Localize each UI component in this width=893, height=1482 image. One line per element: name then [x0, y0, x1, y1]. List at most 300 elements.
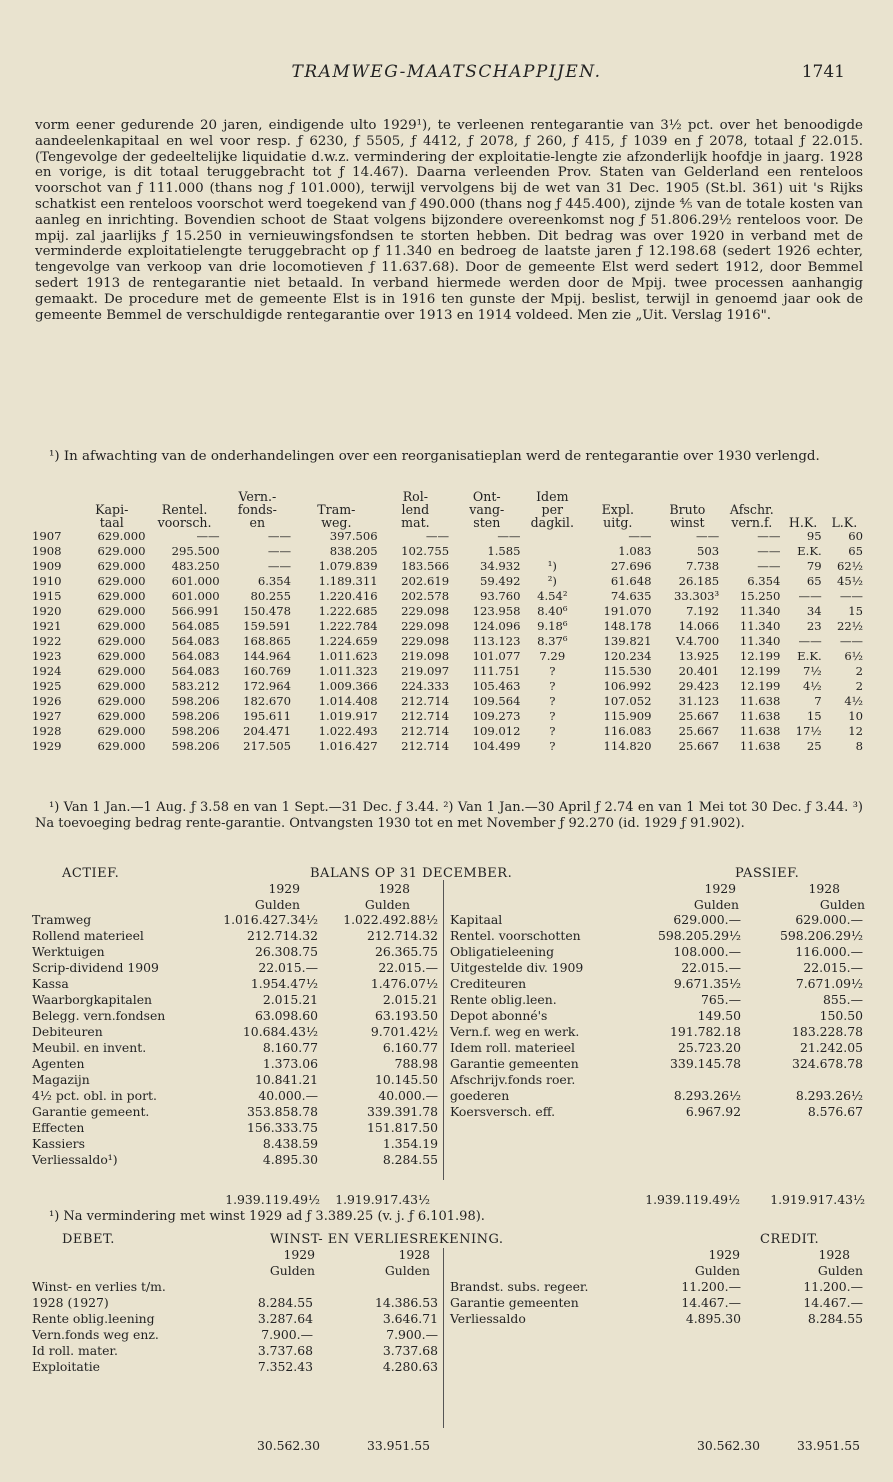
table-cell: 80.255	[250, 589, 292, 603]
table-cell: 212.714	[401, 709, 450, 723]
row-amount: 598.206.29½	[780, 928, 863, 943]
table-row	[30, 1024, 440, 1040]
row-amount	[648, 1072, 743, 1088]
table-cell: 1.083	[618, 544, 652, 558]
row-label: Tramweg	[32, 912, 92, 927]
running-title: TRAMWEG-MAATSCHAPPIJEN.	[291, 62, 602, 82]
winst-debet-table	[30, 1279, 440, 1375]
row-label: Debiteuren	[32, 1024, 103, 1039]
table-cell: 629.000	[97, 664, 146, 678]
table-cell: 148.178	[603, 619, 652, 633]
table-cell: 629.000	[97, 709, 146, 723]
row-amount: 855.—	[823, 992, 863, 1007]
table-cell: 1.019.917	[318, 709, 378, 723]
row-label: Rollend materieel	[32, 928, 144, 943]
table-cell: 34.932	[479, 559, 521, 573]
table-row	[30, 912, 440, 928]
row-label: Afschrijv.fonds roer.	[450, 1072, 576, 1087]
table-cell: 123.958	[472, 604, 521, 618]
balance-right-title: PASSIEF.	[735, 866, 800, 881]
row-label: Brandst. subs. regeer.	[450, 1279, 589, 1294]
row-amount: 8.284.55	[382, 1152, 438, 1167]
row-label: Garantie gemeent.	[32, 1104, 150, 1119]
table-row	[448, 960, 865, 976]
table-row	[448, 1056, 865, 1072]
table-cell: 598.206	[171, 724, 220, 738]
balance-passief-year-a: 1929	[704, 881, 736, 896]
table-cell: 12	[848, 724, 863, 738]
balance-passief-unit-b: Gulden	[819, 897, 865, 912]
table-cell: 601.000	[171, 589, 220, 603]
row-amount: 150.50	[819, 1008, 863, 1023]
row-label: Effecten	[32, 1120, 85, 1135]
table-cell: 113.123	[472, 634, 521, 648]
table-row	[30, 976, 440, 992]
table-cell: 11.340	[739, 634, 781, 648]
row-amount: 7.900.—	[386, 1327, 438, 1342]
table-row	[30, 664, 865, 679]
table-cell: ¹)	[547, 559, 557, 573]
table-cell: 61.648	[610, 574, 652, 588]
table-row	[30, 960, 440, 976]
table-cell: 109.012	[472, 724, 521, 738]
stat-header-cell: Rol- lend mat.	[401, 489, 430, 530]
row-amount: 7.900.—	[261, 1327, 313, 1342]
table-cell: 7.29	[539, 649, 566, 663]
row-label: Vern.f. weg en werk.	[450, 1024, 580, 1039]
row-amount: 3.737.68	[382, 1343, 438, 1358]
stat-header-cell: Afschr. vern.f.	[729, 502, 774, 530]
row-amount: 108.000.—	[673, 944, 741, 959]
stat-header-cell: H.K.	[788, 515, 818, 530]
row-year: 1925	[32, 679, 62, 693]
stat-header-cell: L.K.	[831, 515, 858, 530]
table-row	[30, 1327, 440, 1343]
row-amount: 14.467.—	[803, 1295, 863, 1310]
table-cell: 1.222.685	[318, 604, 378, 618]
balance-actief-year-b: 1928	[378, 881, 410, 896]
winst-credit-unit-b: Gulden	[817, 1263, 863, 1278]
table-cell: ——	[267, 529, 292, 543]
row-amount: 156.333.75	[247, 1120, 318, 1135]
table-cell: 1.014.408	[318, 694, 378, 708]
table-cell: 195.611	[243, 709, 292, 723]
table-cell: 583.212	[171, 679, 220, 693]
row-label: Depot abonné's	[450, 1008, 548, 1023]
balance-actief-total-b: 1.919.917.43½	[335, 1192, 430, 1207]
row-label: Waarborgkapitalen	[32, 992, 153, 1007]
row-year: 1921	[32, 619, 62, 633]
table-row	[30, 1136, 440, 1152]
stat-header-cell: Kapi- taal	[95, 502, 129, 530]
stat-header-cell: Vern.- fonds- en	[237, 489, 277, 530]
table-cell: ?	[549, 664, 556, 678]
row-amount: 63.098.60	[254, 1008, 318, 1023]
table-cell: 629.000	[97, 589, 146, 603]
winst-divider	[443, 1248, 444, 1428]
table-cell: 25.667	[678, 709, 720, 723]
table-cell: 95	[806, 529, 822, 543]
table-cell: 629.000	[97, 559, 146, 573]
table-cell: 59.492	[479, 574, 521, 588]
table-row	[30, 1056, 440, 1072]
row-amount: 353.858.78	[247, 1104, 318, 1119]
table-row	[448, 992, 865, 1008]
row-amount: 40.000.—	[258, 1088, 318, 1103]
table-cell	[523, 544, 583, 559]
table-cell: ²)	[547, 574, 557, 588]
table-row	[30, 694, 865, 709]
table-cell: 483.250	[171, 559, 220, 573]
table-cell: 124.096	[472, 619, 521, 633]
row-label: 1928 (1927)	[32, 1295, 109, 1310]
table-cell: 144.964	[243, 649, 292, 663]
balance-passief-table	[448, 912, 865, 1120]
table-cell: 629.000	[97, 634, 146, 648]
row-amount: 629.000.—	[673, 912, 741, 927]
table-cell: E.K.	[797, 649, 822, 663]
balance-actief-unit-a: Gulden	[254, 897, 300, 912]
table-cell: 12.199	[739, 664, 781, 678]
winst-left-title: DEBET.	[62, 1232, 115, 1247]
table-row	[30, 1152, 440, 1168]
row-amount: 22.015.—	[681, 960, 741, 975]
row-year: 1907	[32, 529, 62, 543]
balance-actief-unit-b: Gulden	[364, 897, 410, 912]
table-cell: ——	[425, 529, 450, 543]
table-cell: 34	[806, 604, 822, 618]
table-cell: 564.083	[171, 634, 220, 648]
table-row	[448, 1024, 865, 1040]
row-amount: 22.015.—	[258, 960, 318, 975]
row-label: Idem roll. materieel	[450, 1040, 575, 1055]
table-cell: 229.098	[401, 604, 450, 618]
table-cell: 4.54²	[537, 589, 568, 603]
table-cell: 109.564	[472, 694, 521, 708]
table-cell: ——	[628, 529, 652, 543]
table-cell: 11.340	[739, 619, 781, 633]
table-cell: 629.000	[97, 544, 146, 558]
table-row	[30, 619, 865, 634]
table-cell: 838.205	[329, 544, 378, 558]
statistics-header-row	[30, 490, 865, 529]
table-cell: 93.760	[479, 589, 521, 603]
row-label: Id roll. mater.	[32, 1343, 118, 1358]
table-cell: ——	[757, 529, 781, 543]
row-amount: 22.015.—	[378, 960, 438, 975]
table-row	[448, 928, 865, 944]
row-amount: 1.954.47½	[250, 976, 318, 991]
stat-header-cell: Bruto winst	[669, 502, 706, 530]
table-cell: 10	[848, 709, 863, 723]
row-label: Vern.fonds weg enz.	[32, 1327, 159, 1342]
row-amount: 2.015.21	[262, 992, 318, 1007]
table-cell: 79	[806, 559, 822, 573]
table-cell: ——	[839, 589, 863, 603]
table-cell: 6.354	[747, 574, 781, 588]
winst-debet-year-a: 1929	[283, 1247, 315, 1262]
row-amount: 339.391.78	[367, 1104, 438, 1119]
row-label: Garantie gemeenten	[450, 1056, 579, 1071]
table-row	[30, 589, 865, 604]
intro-paragraph: vorm eener gedurende 20 jaren, eindigende ulto 1929¹), te verleenen rentegarantie van 3½ pct. over het benoodigde aandeelenkapitaal en wel voor resp. ƒ 6230, ƒ 5505, ƒ 4412, ƒ 2078, ƒ 260, ƒ 415, ƒ 1039 en ƒ 2078, totaal ƒ 22.015. (Tengevolge der gedeeltelijke liquidatie d.w.z. vermindering der exploitatie-lengte zie afzonderlijk hoofdje in jaarg. 1928 en vorige, is dit totaal teruggebracht tot ƒ 14.467). Daarna verleenden Prov. Staten van Gelderland een renteloos voorschot van ƒ 111.000 (thans nog ƒ 101.000), terwijl vervolgens bij de wet van 31 Dec. 1905 (St.bl. 361) uit 's Rijks schatkist een renteloos voorschot werd toegekend van ƒ 490.000 (thans nog ƒ 445.400), zijnde ⅘ van de totale kosten van aanleg en inrichting. Bovendien schoot de Staat volgens bijzondere overeenkomst nog ƒ 51.806.29½ renteloos voor. De mpij. zal jaarlijks ƒ 15.250 in vernieuwingsfondsen te storten hebben. Dit bedrag was over 1920 in verband met de verminderde exploitatielengte teruggebracht op ƒ 11.340 en bedroeg de laatste jaren ƒ 12.198.68 (sedert 1926 echter, tengevolge van verkoop van drie locomotieven ƒ 11.637.68). Door de gemeente Elst werd sedert 1912, door Bemmel sedert 1913 de rentegarantie niet betaald. In verband hiermede werden door de Mpij. twee processen aanhangig gemaakt. De procedure met de gemeente Elst is in 1916 ten gunste der Mpij. beslist, terwijl in genoemd jaar ook de gemeente Bemmel de verschuldigde rentegarantie over 1913 en 1914 voldeed. Men zie „Uit. Verslag 1916".	[35, 118, 863, 323]
table-cell: 629.000	[97, 529, 146, 543]
row-amount: 8.293.26½	[795, 1088, 863, 1103]
row-year: 1909	[32, 559, 62, 573]
row-label: Obligatieleening	[450, 944, 555, 959]
winst-credit-table	[448, 1279, 865, 1327]
row-amount: 1.022.492.88½	[343, 912, 438, 927]
row-amount: 151.817.50	[367, 1120, 438, 1135]
table-cell: 598.206	[171, 739, 220, 753]
row-amount: 9.701.42½	[370, 1024, 438, 1039]
table-cell: 172.964	[243, 679, 292, 693]
row-amount: 8.576.67	[807, 1104, 863, 1119]
table-cell: 212.714	[401, 694, 450, 708]
table-cell: 2	[855, 679, 863, 693]
table-row	[448, 1072, 865, 1088]
table-cell: 31.123	[678, 694, 720, 708]
table-cell: 101.077	[472, 649, 521, 663]
table-cell: 8.37⁶	[537, 634, 568, 648]
table-cell: 13.925	[678, 649, 720, 663]
table-row	[30, 1008, 440, 1024]
row-amount	[743, 1072, 865, 1088]
row-label: Werktuigen	[32, 944, 105, 959]
table-cell: ——	[798, 589, 822, 603]
table-row	[30, 649, 865, 664]
row-amount: 4.280.63	[382, 1359, 438, 1374]
table-cell: 217.505	[243, 739, 292, 753]
table-cell: 7	[814, 694, 822, 708]
table-cell: 11.638	[739, 724, 781, 738]
statistics-footnote: ¹) Van 1 Jan.—1 Aug. ƒ 3.58 en van 1 Sept.—31 Dec. ƒ 3.44. ²) Van 1 Jan.—30 April ƒ 2.74 en van 1 Mei tot 30 Dec. ƒ 3.44. ³) Na toevoeging bedrag rente-garantie. Ontvangsten 1930 tot en met November ƒ 92.270 (id. 1929 ƒ 91.902).	[35, 800, 863, 831]
table-row	[30, 928, 440, 944]
table-cell: 8	[855, 739, 863, 753]
table-cell: 598.206	[171, 694, 220, 708]
row-amount: 8.284.55	[257, 1295, 313, 1310]
table-row	[30, 1104, 440, 1120]
table-cell: 27.696	[610, 559, 652, 573]
table-cell: 114.820	[603, 739, 652, 753]
table-row	[448, 912, 865, 928]
row-amount: 183.228.78	[792, 1024, 863, 1039]
table-cell: 202.578	[401, 589, 450, 603]
statistics-table	[30, 490, 865, 754]
table-cell: 45½	[837, 574, 863, 588]
row-amount: 63.193.50	[374, 1008, 438, 1023]
row-label: Magazijn	[32, 1072, 90, 1087]
table-cell: 74.635	[610, 589, 652, 603]
table-cell: 629.000	[97, 739, 146, 753]
table-cell: 12.199	[739, 649, 781, 663]
table-cell: 1.189.311	[318, 574, 378, 588]
table-cell: 7.192	[685, 604, 720, 618]
table-cell: 4½	[803, 679, 822, 693]
table-row	[30, 1295, 440, 1311]
table-cell: 33.303³	[673, 589, 720, 603]
row-amount: 8.438.59	[262, 1136, 318, 1151]
table-cell: 20.401	[678, 664, 720, 678]
table-cell: 116.083	[603, 724, 652, 738]
stat-header-cell: Idem per dagkil.	[530, 489, 574, 530]
table-row	[448, 1295, 865, 1311]
table-cell: 397.506	[329, 529, 378, 543]
table-cell: 11.638	[739, 694, 781, 708]
row-amount: 324.678.78	[792, 1056, 863, 1071]
balance-actief-table	[30, 912, 440, 1168]
table-row	[30, 992, 440, 1008]
table-row	[30, 1088, 440, 1104]
table-cell: 150.478	[243, 604, 292, 618]
table-row	[30, 1120, 440, 1136]
table-cell: 629.000	[97, 649, 146, 663]
row-amount: 765.—	[701, 992, 741, 1007]
row-amount: 212.714.32	[367, 928, 438, 943]
row-label: Verliessaldo	[450, 1311, 526, 1326]
row-amount: 6.160.77	[382, 1040, 438, 1055]
table-cell: 15	[806, 709, 822, 723]
row-amount: 10.684.43½	[242, 1024, 318, 1039]
table-cell: ——	[839, 634, 863, 648]
balance-actief-total-a: 1.939.119.49½	[225, 1192, 320, 1207]
table-cell: 11.638	[739, 739, 781, 753]
table-cell: 22½	[837, 619, 863, 633]
table-row	[448, 1279, 865, 1295]
row-amount: 11.200.—	[803, 1279, 863, 1294]
table-cell: 6.354	[257, 574, 292, 588]
table-row	[448, 1311, 865, 1327]
table-cell: ——	[798, 634, 822, 648]
table-row	[30, 559, 865, 574]
row-amount: 4.895.30	[685, 1311, 741, 1326]
winst-debet-year-b: 1928	[398, 1247, 430, 1262]
row-label: Verliessaldo¹)	[32, 1152, 118, 1167]
row-label: Kassiers	[32, 1136, 85, 1151]
table-cell: 564.083	[171, 664, 220, 678]
row-amount: 21.242.05	[799, 1040, 863, 1055]
table-cell: 564.085	[171, 619, 220, 633]
table-cell: 183.566	[401, 559, 450, 573]
table-cell: 115.530	[603, 664, 652, 678]
table-cell: 1.022.493	[318, 724, 378, 738]
row-amount: 10.145.50	[374, 1072, 438, 1087]
table-cell: 229.098	[401, 634, 450, 648]
balance-passief-total-b: 1.919.917.43½	[770, 1192, 865, 1207]
row-year: 1920	[32, 604, 62, 618]
table-row	[30, 739, 865, 754]
table-cell: 25	[806, 739, 822, 753]
table-cell: 629.000	[97, 724, 146, 738]
footnote-rentegarantie: ¹) In afwachting van de onderhandelingen over een reorganisatieplan werd de rentegarantie over 1930 verlengd.	[49, 449, 820, 464]
row-amount: 9.671.35½	[673, 976, 741, 991]
row-label: Scrip-dividend 1909	[32, 960, 159, 975]
table-cell: 11.340	[739, 604, 781, 618]
row-label: Rente oblig.leen.	[450, 992, 557, 1007]
table-cell: 219.098	[401, 649, 450, 663]
table-cell: 1.585	[487, 544, 521, 558]
table-cell: 102.755	[401, 544, 450, 558]
table-cell: 212.714	[401, 739, 450, 753]
row-year: 1908	[32, 544, 62, 558]
winst-credit-total-b: 33.951.55	[796, 1438, 860, 1453]
table-cell: 219.097	[401, 664, 450, 678]
row-amount: 11.200.—	[681, 1279, 741, 1294]
table-row	[448, 1104, 865, 1120]
table-cell: 601.000	[171, 574, 220, 588]
balance-divider	[443, 880, 444, 1180]
table-cell: 23	[806, 619, 822, 633]
row-label: goederen	[450, 1088, 510, 1103]
table-cell: 629.000	[97, 604, 146, 618]
row-label: Garantie gemeenten	[450, 1295, 579, 1310]
row-label: Agenten	[32, 1056, 85, 1071]
table-row	[30, 724, 865, 739]
table-cell: 62½	[837, 559, 863, 573]
row-amount: 3.737.68	[257, 1343, 313, 1358]
table-cell: 115.909	[603, 709, 652, 723]
table-row	[30, 1343, 440, 1359]
table-cell: ?	[549, 694, 556, 708]
table-cell: 191.070	[603, 604, 652, 618]
winst-credit-unit-a: Gulden	[694, 1263, 740, 1278]
row-amount: 6.967.92	[685, 1104, 741, 1119]
row-amount: 8.160.77	[262, 1040, 318, 1055]
winst-credit-total-a: 30.562.30	[696, 1438, 760, 1453]
table-cell: 204.471	[243, 724, 292, 738]
table-cell: E.K.	[797, 544, 822, 558]
table-cell: 139.821	[603, 634, 652, 648]
table-cell: 295.500	[171, 544, 220, 558]
table-cell: 202.619	[401, 574, 450, 588]
table-cell: ——	[757, 559, 781, 573]
table-row	[30, 1311, 440, 1327]
table-cell: 160.769	[243, 664, 292, 678]
row-amount: 1.373.06	[262, 1056, 318, 1071]
winst-title: WINST- EN VERLIESREKENING.	[270, 1232, 504, 1247]
table-cell: ——	[757, 544, 781, 558]
table-cell: ?	[549, 724, 556, 738]
winst-credit-year-a: 1929	[708, 1247, 740, 1262]
row-amount: 1.016.427.34½	[223, 912, 318, 927]
row-label: 4½ pct. obl. in port.	[32, 1088, 157, 1103]
winst-debet-unit-b: Gulden	[384, 1263, 430, 1278]
table-cell: 25.667	[678, 724, 720, 738]
row-amount: 1.476.07½	[370, 976, 438, 991]
row-amount: 25.723.20	[677, 1040, 741, 1055]
row-year: 1926	[32, 694, 62, 708]
table-row	[30, 1072, 440, 1088]
row-year: 1922	[32, 634, 62, 648]
table-row	[448, 1008, 865, 1024]
row-amount: 149.50	[697, 1008, 741, 1023]
table-cell: 503	[697, 544, 720, 558]
row-amount: 1.354.19	[382, 1136, 438, 1151]
row-amount: 40.000.—	[378, 1088, 438, 1103]
table-cell: ——	[497, 529, 521, 543]
table-cell: 566.991	[171, 604, 220, 618]
row-amount: 3.646.71	[382, 1311, 438, 1326]
row-label: Koersversch. eff.	[450, 1104, 556, 1119]
balance-title: BALANS OP 31 DECEMBER.	[310, 866, 513, 881]
table-row	[30, 574, 865, 589]
table-cell: ?	[549, 709, 556, 723]
table-row	[30, 944, 440, 960]
table-cell: 7.738	[685, 559, 720, 573]
row-amount: 212.714.32	[247, 928, 318, 943]
table-row	[30, 709, 865, 724]
row-amount: 788.98	[394, 1056, 438, 1071]
